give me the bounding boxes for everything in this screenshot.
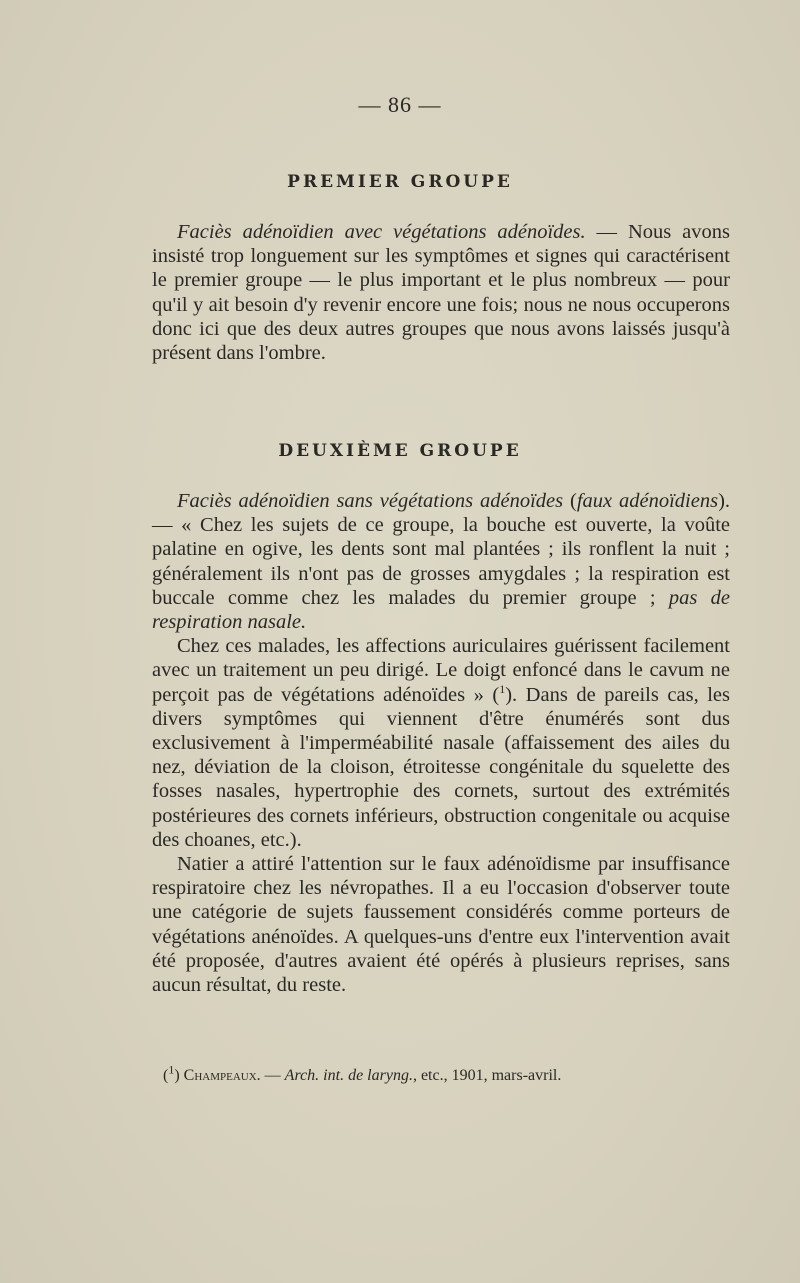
footnote-source: Arch. int. de laryng. [284, 1067, 413, 1084]
footnote [163, 1062, 730, 1086]
title-paren-text: faux adénoïdiens [576, 490, 719, 512]
footnote-dash: . — [256, 1067, 285, 1084]
paragraph [152, 852, 730, 997]
section-title: Faciès adénoïdien avec végétations adénoïdes. [177, 221, 586, 243]
footnote-rest: , etc., 1901, mars-avril. [412, 1067, 562, 1084]
title-paren-open: ( [563, 490, 577, 512]
footnote-marker: 1 [168, 1062, 175, 1077]
paragraph [152, 489, 730, 634]
section-premier-groupe-body [152, 220, 730, 365]
paragraph [152, 220, 730, 365]
footnote-marker-open: ( [163, 1067, 169, 1084]
paragraph-text: — « Chez les sujets de ce groupe, la bouche est ouverte, la voûte palatine en ogive, les dents sont mal plantées ; ils ronflent la nuit ; généralement ils n'ont pas de grosses amygdales ; la respiration est buccale comme chez les malades du premier groupe ; [152, 514, 730, 609]
paragraph-text: Natier a attiré l'attention sur le faux adénoïdisme par insuffisance respiratoire chez les névropathes. Il a eu l'occasion d'observer toute une catégorie de sujets faussement considérés comme porteurs de végétations anénoïdes. A quelques-uns d'entre eux l'intervention avait été proposée, d'autres avaient été opérés à plusieurs reprises, sans aucun résultat, du reste. [152, 853, 730, 997]
paragraph-text: Chez ces malades, les affections auriculaires guérissent facilement avec un traitement un peu dirigé. Le doigt enfoncé dans le cavum ne perçoit pas de végétations adénoïdes » ( [152, 635, 730, 706]
paragraph-text: — Nous avons insisté trop longuement sur les symptômes et signes qui caractérisent le premier groupe — le plus important et le plus nombreux — pour qu'il y ait besoin d'y revenir encore une fois; nous ne nous occuperons donc ici que des deux autres groupes que nous avons laissés jusqu'à présent dans l'ombre. [152, 221, 731, 365]
footnote-author: Champeaux [183, 1067, 257, 1084]
title-paren-close: ). [718, 490, 731, 512]
footnote-marker-close: ) [174, 1067, 184, 1084]
section-heading-premier-groupe: PREMIER GROUPE [287, 172, 513, 192]
section-title: Faciès adénoïdien sans végétations adénoïdes [177, 490, 564, 512]
page-number: — 86 — [358, 92, 442, 117]
paragraph-text: ). Dans de pareils cas, les divers symptômes qui viennent d'être énumérés sont dus exclusivement à l'imperméabilité nasale (affaissement des ailes du nez, déviation de la cloison, étroitesse congénitale du squelette des fosses nasales, hypertrophie des cornets, surtout des extrémités postérieures des cornets inférieurs, obstruction congenitale ou acquise des choanes, etc.). [152, 683, 730, 851]
footnote-reference: 1 [499, 681, 506, 696]
section-heading-deuxieme-groupe: DEUXIÈME GROUPE [278, 441, 522, 461]
paragraph [152, 634, 730, 852]
section-deuxieme-groupe-body [152, 489, 730, 997]
emphasis-text: pas de respiration nasale. [152, 586, 731, 634]
